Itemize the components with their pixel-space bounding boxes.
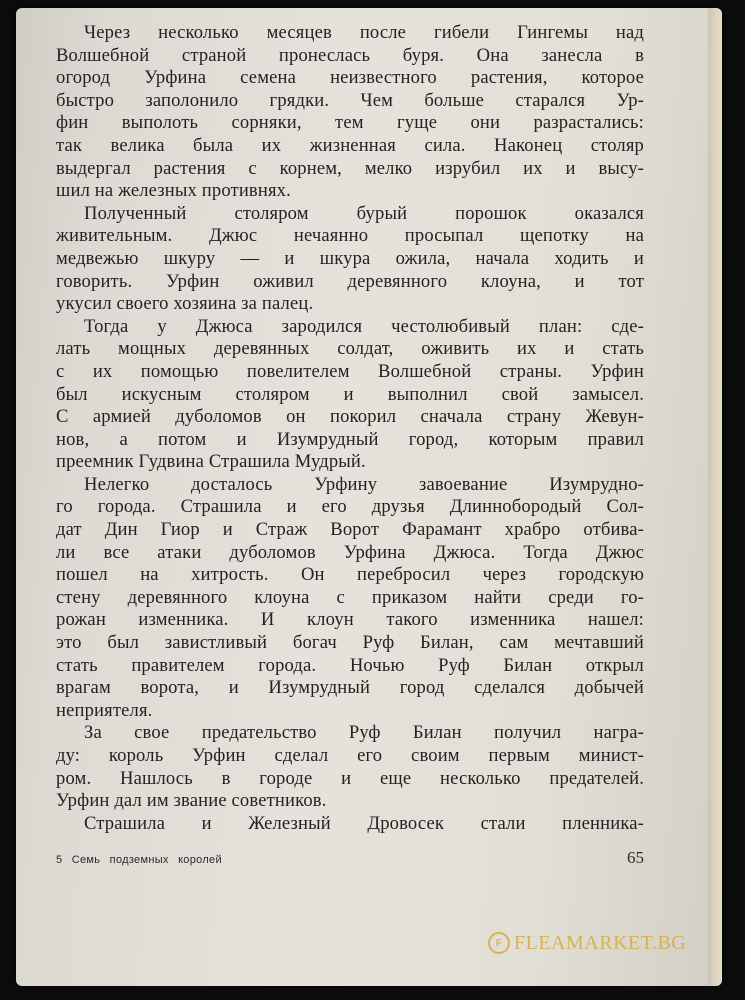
text-line: ли все атаки дуболомов Урфина Джюса. Тогда Джюс: [56, 541, 644, 563]
text-line: рожан изменника. И клоун такого изменника нашел:: [56, 609, 644, 631]
text-line: пошел на хитрость. Он перебросил через городскую: [56, 564, 644, 586]
page-number: 65: [627, 848, 644, 867]
text-line: ду: король Урфин сделал его своим первым минист-: [56, 745, 644, 766]
text-line: За свое предательство Руф Билан получил награ-: [84, 722, 644, 744]
text-line: выдергал растения с корнем, мелко изрубил их и высу-: [56, 157, 644, 179]
text-line: так велика была их жизненная сила. Наконец столяр: [56, 134, 644, 156]
text-line: был искусным столяром и выполнил свой замысел.: [56, 383, 644, 405]
text-line: врагам ворота, и Изумрудный город сделался добычей: [56, 677, 644, 699]
text-line: ром. Нашлось в городе и еще несколько предателей.: [56, 767, 644, 789]
text-line: стать правителем города. Ночью Руф Билан открыл: [56, 654, 644, 676]
text-line: с их помощью повелителем Волшебной страны. Урфин: [56, 360, 644, 382]
text-line: медвежью шкуру — и шкура ожила, начала ходить и: [56, 247, 644, 269]
text-line: дат Дин Гиор и Страж Ворот Фарамант храбро отбива-: [56, 519, 644, 541]
text-line: стену деревянного клоуна с приказом найти среди го-: [56, 586, 644, 608]
text-line: Через несколько месяцев после гибели Гингемы над: [84, 22, 644, 43]
signature-mark: 5 Семь подземных королей: [56, 854, 222, 866]
text-line: быстро заполонило грядки. Чем больше старался Ур-: [56, 89, 644, 111]
text-line: Страшила и Железный Дровосек стали пленника-: [84, 812, 644, 834]
text-line: лать мощных деревянных солдат, оживить их и стать: [56, 338, 644, 360]
text-line: Тогда у Джюса зародился честолюбивый план: сде-: [84, 315, 644, 337]
text-line: говорить. Урфин оживил деревянного клоуна, и тот: [56, 270, 644, 292]
page-edge: [708, 8, 722, 986]
text-line: преемник Гудвина Страшила Мудрый.: [56, 451, 366, 473]
text-line: укусил своего хозяина за палец.: [56, 293, 314, 315]
text-line: Урфин дал им звание советников.: [56, 790, 327, 812]
book-page: [16, 8, 722, 986]
page-footer: [56, 846, 644, 872]
text-line: нов, а потом и Изумрудный город, которым правил: [56, 428, 644, 450]
text-line: живительным. Джюс нечаянно просыпал щепотку на: [56, 225, 644, 247]
text-line: го города. Страшила и его друзья Длиннобородый Сол-: [56, 496, 644, 518]
text-line: шил на железных противнях.: [56, 180, 291, 202]
text-line: огород Урфина семена неизвестного растения, которое: [56, 67, 644, 89]
text-line: Нелегко досталось Урфину завоевание Изумрудно-: [84, 473, 644, 495]
text-line: неприятеля.: [56, 699, 153, 721]
watermark-text: FLEAMARKET.BG: [514, 931, 687, 954]
text-line: Полученный столяром бурый порошок оказался: [84, 202, 644, 224]
text-line: С армией дуболомов он покорил сначала страну Жевун-: [56, 406, 644, 428]
watermark-seal-icon: F: [488, 932, 510, 954]
text-line: Волшебной страной пронеслась буря. Она занесла в: [56, 44, 644, 66]
watermark: [488, 928, 686, 958]
text-line: фин выполоть сорняки, тем гуще они разрастались:: [56, 112, 644, 134]
page-text: [56, 22, 644, 835]
text-line: это был завистливый богач Руф Билан, сам мечтавший: [56, 632, 644, 654]
